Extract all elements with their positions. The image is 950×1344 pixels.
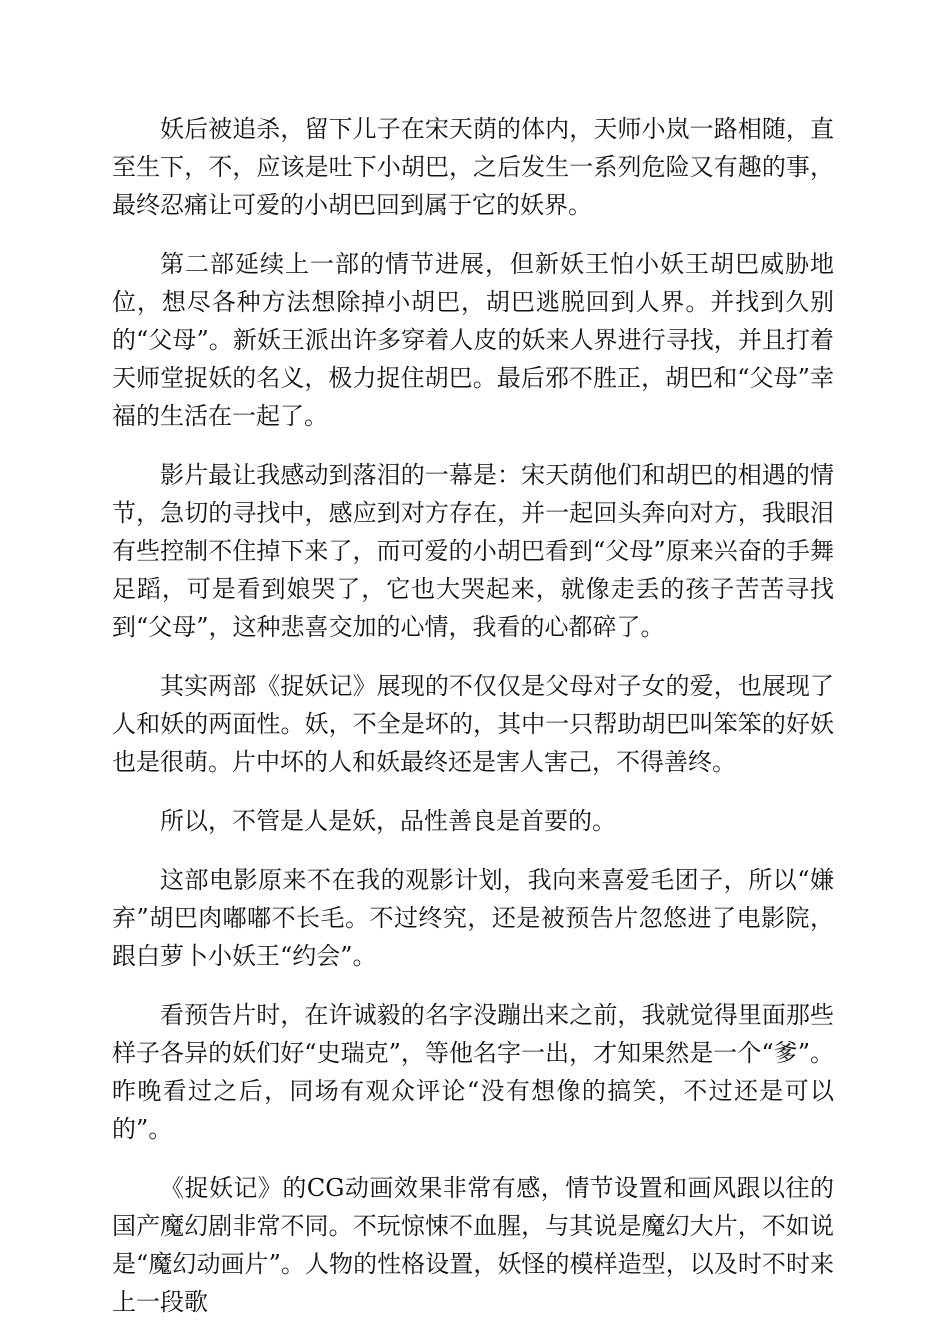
paragraph-8: 《捉妖记》的CG动画效果非常有感，情节设置和画风跟以往的国产魔幻剧非常不同。不玩惊悚不血腥，与其说是魔幻大片，不如说是“魔幻动画片”。人物的性格设置，妖怪的模样造型，以及时不时来上一段歌 [112, 1174, 834, 1316]
paragraph-1: 妖后被追杀，留下儿子在宋天荫的体内，天师小岚一路相随，直至生下，不，应该是吐下小胡巴，之后发生一系列危险又有趣的事，最终忍痛让可爱的小胡巴回到属于它的妖界。 [112, 115, 834, 219]
paragraph-7: 看预告片时，在许诚毅的名字没蹦出来之前，我就觉得里面那些样子各异的妖们好“史瑞克”，等他名字一出，才知果然是一个“爹”。昨晚看过之后，同场有观众评论“没有想像的搞笑，不过还是可以的”。 [112, 1001, 834, 1143]
paragraph-6: 这部电影原来不在我的观影计划，我向来喜爱毛团子，所以“嫌弃”胡巴肉嘟嘟不长毛。不过终究，还是被预告片忽悠进了电影院，跟白萝卜小妖王“约会”。 [112, 866, 834, 970]
paragraph-5: 所以，不管是人是妖，品性善良是首要的。 [160, 807, 616, 835]
document-page [112, 110, 834, 1342]
paragraph-3: 影片最让我感动到落泪的一幕是：宋天荫他们和胡巴的相遇的情节，急切的寻找中，感应到对方存在，并一起回头奔向对方，我眼泪有些控制不住掉下来了，而可爱的小胡巴看到“父母”原来兴奋的手舞足蹈，可是看到娘哭了，它也大哭起来，就像走丢的孩子苦苦寻找到“父母”，这种悲喜交加的心情，我看的心都碎了。 [112, 461, 834, 641]
paragraph-2: 第二部延续上一部的情节进展，但新妖王怕小妖王胡巴威胁地位，想尽各种方法想除掉小胡巴，胡巴逃脱回到人界。并找到久别的“父母”。新妖王派出许多穿着人皮的妖来人界进行寻找，并且打着天师堂捉妖的名义，极力捉住胡巴。最后邪不胜正，胡巴和“父母”幸福的生活在一起了。 [112, 250, 834, 430]
paragraph-4: 其实两部《捉妖记》展现的不仅仅是父母对子女的爱，也展现了人和妖的两面性。妖，不全是坏的，其中一只帮助胡巴叫笨笨的好妖也是很萌。片中坏的人和妖最终还是害人害己，不得善终。 [112, 672, 834, 776]
